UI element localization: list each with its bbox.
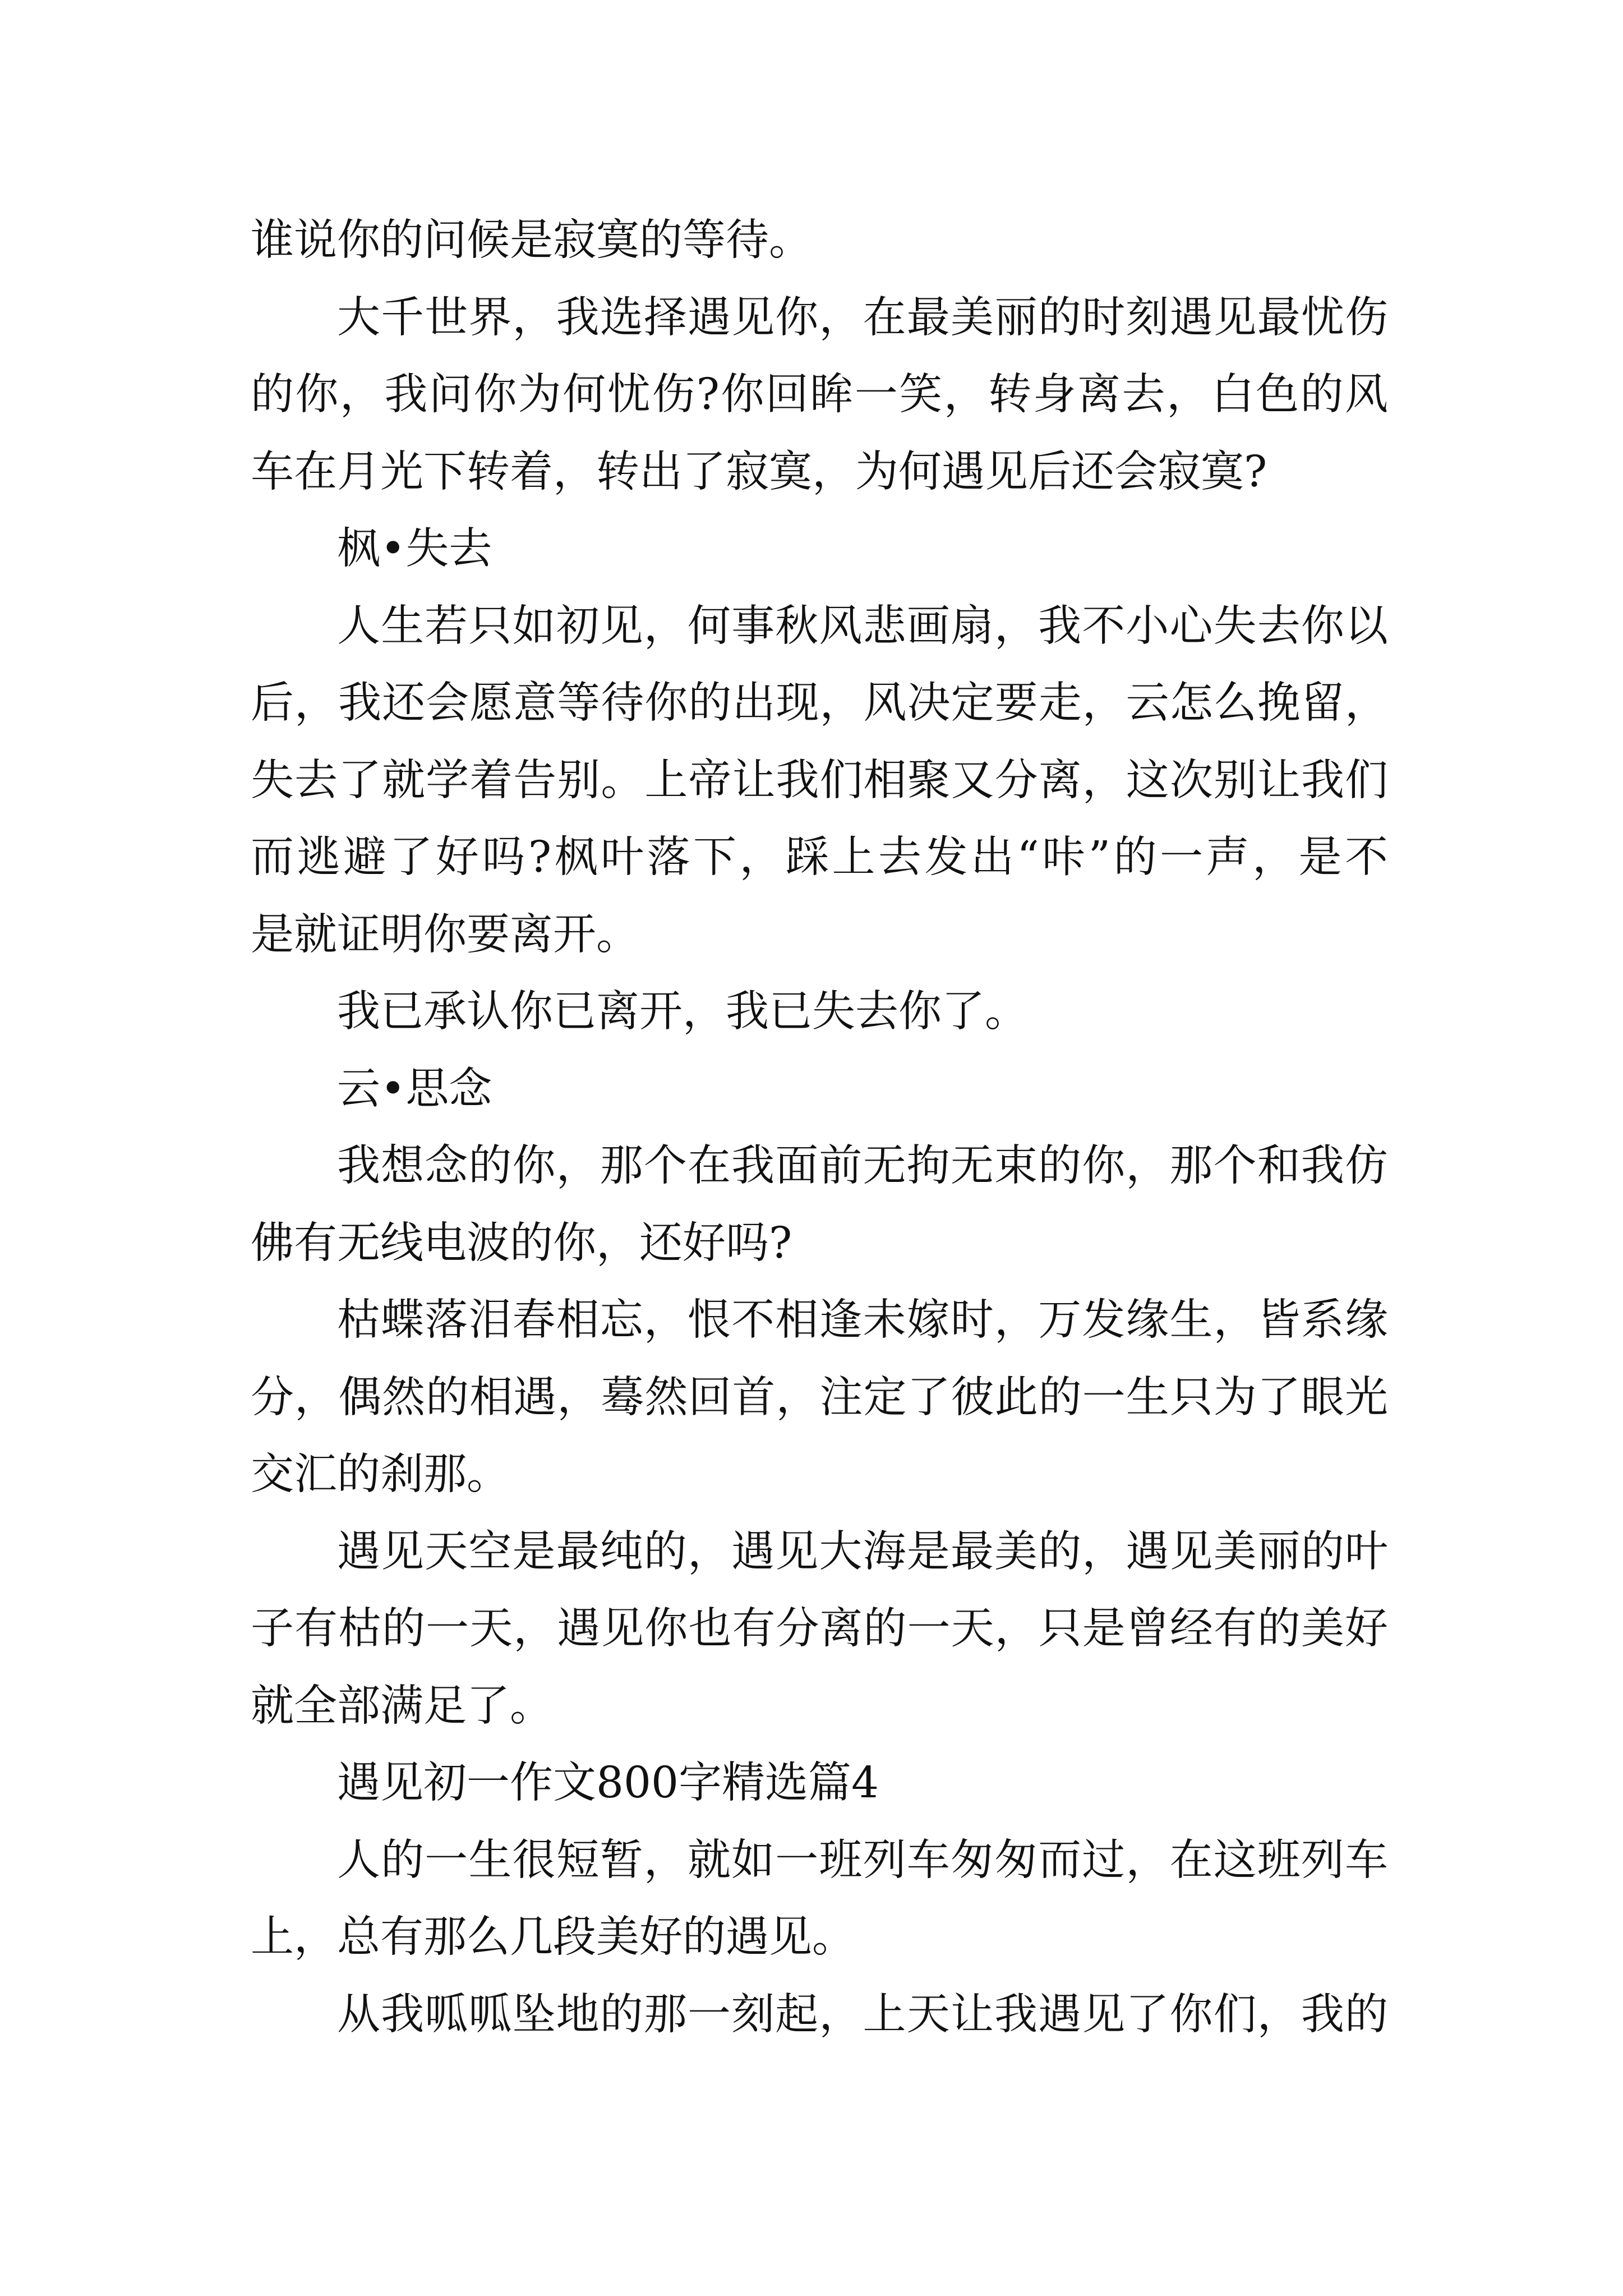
section-heading <box>251 510 1388 588</box>
text-line: 我想念的你，那个在我面前无拘无束的你，那个和我仿 <box>337 1141 1388 1191</box>
text-line: 上，总有那么几段美好的遇见。 <box>251 1912 855 1962</box>
paragraph <box>251 1513 1388 1745</box>
text-line: 的你，我问你为何忧伤?你回眸一笑，转身离去，白色的风 <box>251 370 1388 420</box>
section-heading-text: 云•思念 <box>337 1064 492 1114</box>
text-line: 而逃避了好吗?枫叶落下，踩上去发出“咔”的一声，是不 <box>251 832 1388 882</box>
article-title <box>251 1745 1388 1822</box>
paragraph <box>251 202 1388 279</box>
text-line: 后，我还会愿意等待你的出现，风决定要走，云怎么挽留， <box>251 678 1388 728</box>
text-line: 人生若只如初见，何事秋风悲画扇，我不小心失去你以 <box>337 601 1388 651</box>
text-line: 枯蝶落泪春相忘，恨不相逢未嫁时，万发缘生，皆系缘 <box>337 1295 1388 1345</box>
text-line: 子有枯的一天，遇见你也有分离的一天，只是曾经有的美好 <box>251 1604 1388 1654</box>
text-line: 分，偶然的相遇，蓦然回首，注定了彼此的一生只为了眼光 <box>251 1372 1388 1423</box>
text-line: 佛有无线电波的你，还好吗? <box>251 1218 792 1268</box>
paragraph <box>251 1822 1388 1976</box>
text-line: 遇见天空是最纯的，遇见大海是最美的，遇见美丽的叶 <box>337 1526 1388 1577</box>
text-line: 人的一生很短暂，就如一班列车匆匆而过，在这班列车 <box>337 1835 1388 1885</box>
paragraph <box>251 1282 1388 1513</box>
paragraph <box>251 1976 1388 2054</box>
text-line: 失去了就学着告别。上帝让我们相聚又分离，这次别让我们 <box>251 755 1388 806</box>
text-line: 车在月光下转着，转出了寂寞，为何遇见后还会寂寞? <box>251 447 1267 497</box>
section-heading <box>251 1051 1388 1128</box>
text-line: 是就证明你要离开。 <box>251 909 639 960</box>
paragraph <box>251 1128 1388 1282</box>
text-line: 我已承认你已离开，我已失去你了。 <box>337 987 1028 1037</box>
paragraph <box>251 973 1388 1051</box>
paragraph <box>251 588 1388 974</box>
text-line: 从我呱呱坠地的那一刻起，上天让我遇见了你们，我的 <box>337 1989 1388 2040</box>
text-line: 大千世界，我选择遇见你，在最美丽的时刻遇见最忧伤 <box>337 292 1388 343</box>
paragraph <box>251 279 1388 511</box>
document-body <box>251 202 1388 2053</box>
section-heading-text: 枫•失去 <box>337 524 492 574</box>
article-title-text: 遇见初一作文800字精选篇4 <box>337 1758 879 1808</box>
text-line: 就全部满足了。 <box>251 1681 553 1731</box>
text-line: 谁说你的问候是寂寞的等待。 <box>251 215 812 265</box>
text-line: 交汇的刹那。 <box>251 1450 510 1499</box>
